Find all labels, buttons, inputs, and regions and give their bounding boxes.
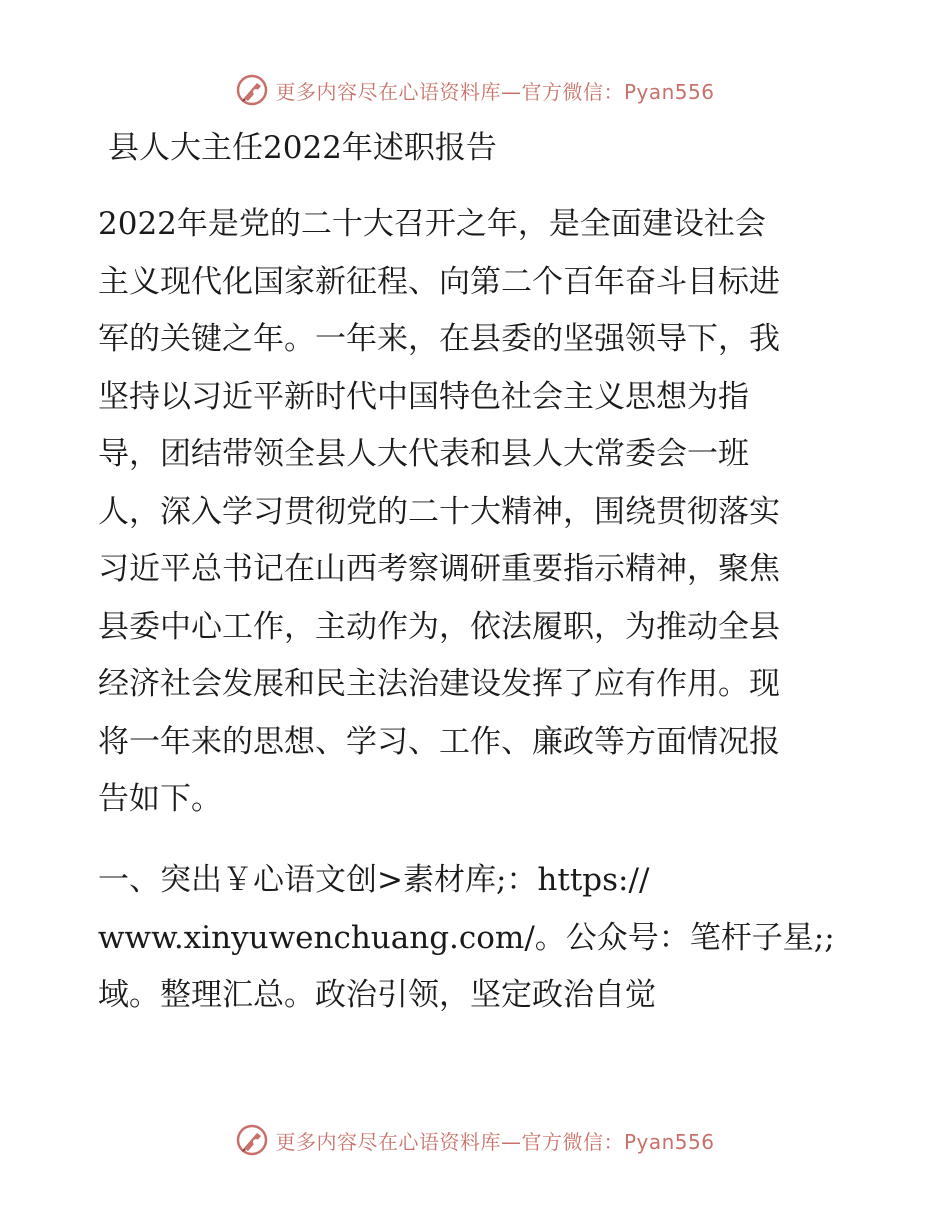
- watermark-text: 更多内容尽在心语资料库—官方微信：Pyan556: [275, 1129, 715, 1154]
- pen-logo-icon: [235, 1123, 269, 1157]
- paragraph-section-one: [98, 852, 858, 1025]
- header-watermark-banner: [0, 70, 950, 110]
- text-line: 一、突出￥心语文创>素材库;：https://: [98, 862, 650, 898]
- watermark-text: 更多内容尽在心语资料库—官方微信：Pyan556: [275, 79, 715, 104]
- text-line: 导，团结带领全县人大代表和县人大常委会一班: [98, 436, 749, 472]
- text-line: 军的关键之年。一年来，在县委的坚强领导下，我: [98, 321, 780, 357]
- text-line: 习近平总书记在山西考察调研重要指示精神，聚焦: [98, 551, 780, 587]
- pen-logo-icon: [235, 73, 269, 107]
- footer-watermark-banner: [0, 1120, 950, 1160]
- text-line: 将一年来的思想、学习、工作、廉政等方面情况报: [98, 723, 780, 760]
- text-line: 县委中心工作，主动作为，依法履职，为推动全县: [98, 608, 780, 645]
- text-line: 经济社会发展和民主法治建设发挥了应有作用。现: [98, 666, 780, 702]
- text-line: 坚持以习近平新时代中国特色社会主义思想为指: [98, 378, 749, 415]
- document-title: 县人大主任2022年述职报告: [108, 130, 497, 166]
- paragraph-intro: [98, 196, 858, 829]
- text-line: 人，深入学习贯彻党的二十大精神，围绕贯彻落实: [98, 493, 780, 530]
- text-line: 主义现代化国家新征程、向第二个百年奋斗目标进: [98, 263, 780, 300]
- text-line: www.xinyuwenchuang.com/。公众号：笔杆子星;;: [98, 919, 835, 956]
- text-line: 告如下。: [98, 781, 222, 817]
- text-line: 2022年是党的二十大召开之年，是全面建设社会: [98, 206, 766, 242]
- text-line: 域。整理汇总。政治引领，坚定政治自觉: [98, 977, 656, 1013]
